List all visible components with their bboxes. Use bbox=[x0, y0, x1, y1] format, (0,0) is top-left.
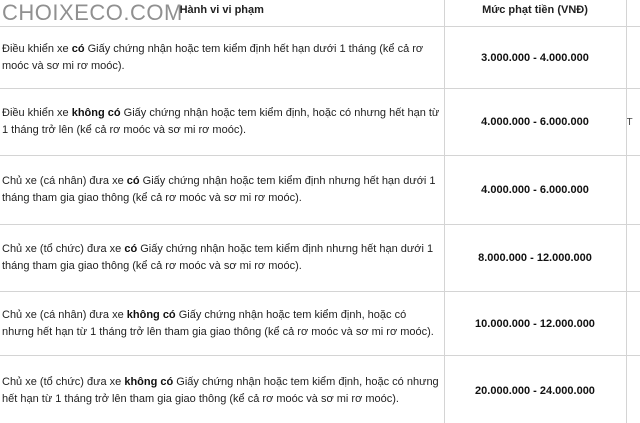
table-row bbox=[0, 156, 640, 225]
emphasis: có bbox=[71, 42, 85, 55]
fine-cell bbox=[444, 27, 626, 89]
violation-text: Chủ xe (cá nhân) đưa xe không có Giấy chứng nhận hoặc tem kiểm định, hoặc có nhưng hết hạn từ 1 tháng trở lên tham gia giao thông (kể cả rơ moóc và sơ mi rơ moóc). bbox=[2, 308, 434, 338]
violation-cell bbox=[0, 156, 444, 225]
violation-cell bbox=[0, 225, 444, 292]
watermark-logo: CHOIXECO.COM bbox=[2, 0, 183, 25]
emphasis: không có bbox=[124, 375, 174, 388]
header-fine: Mức phạt tiền (VNĐ) bbox=[444, 0, 626, 27]
fine-cell bbox=[444, 356, 626, 423]
header-violation: Hành vi vi phạm bbox=[0, 0, 444, 27]
violation-cell bbox=[0, 356, 444, 423]
emphasis: có bbox=[126, 175, 140, 187]
table-row bbox=[0, 292, 640, 356]
violation-text: Chủ xe (cá nhân) đưa xe có Giấy chứng nhận hoặc tem kiểm định nhưng hết hạn dưới 1 tháng tham gia giao thông (kể cả rơ moóc và sơ mi rơ moóc). bbox=[2, 175, 436, 204]
violation-text: Điều khiển xe không có Giấy chứng nhận hoặc tem kiểm định, hoặc có nhưng hết hạn từ 1 tháng trở lên (kể cả rơ moóc và sơ mi rơ moóc). bbox=[2, 107, 440, 136]
fine-amount: 4.000.000 - 6.000.000 bbox=[481, 184, 589, 196]
table-row bbox=[0, 356, 640, 423]
violation-text: Chủ xe (tổ chức) đưa xe không có Giấy chứng nhận hoặc tem kiểm định, hoặc có nhưng hết hạn từ 1 tháng trở lên tham gia giao thông (kể cả rơ moóc và sơ mi rơ moóc). bbox=[2, 375, 439, 405]
violation-cell bbox=[0, 89, 444, 156]
fine-cell bbox=[444, 156, 626, 225]
fine-amount: 10.000.000 - 12.000.000 bbox=[475, 317, 595, 330]
fine-cell bbox=[444, 292, 626, 356]
violation-cell bbox=[0, 292, 444, 356]
extra-cell bbox=[626, 356, 640, 423]
fine-amount: 20.000.000 - 24.000.000 bbox=[475, 384, 595, 397]
emphasis: không có bbox=[71, 107, 121, 119]
table-row bbox=[0, 89, 640, 156]
violation-text: Chủ xe (tổ chức) đưa xe có Giấy chứng nhận hoặc tem kiểm định nhưng hết hạn dưới 1 tháng tham gia giao thông (kể cả rơ moóc và sơ mi rơ moóc). bbox=[2, 243, 434, 272]
violation-text: Điều khiển xe có Giấy chứng nhận hoặc tem kiểm định hết hạn dưới 1 tháng (kể cả rơ moóc và sơ mi rơ moóc). bbox=[2, 42, 424, 72]
extra-cell bbox=[626, 292, 640, 356]
emphasis: có bbox=[124, 243, 138, 255]
table-row bbox=[0, 225, 640, 292]
extra-cell bbox=[626, 156, 640, 225]
fine-amount: 8.000.000 - 12.000.000 bbox=[478, 252, 592, 264]
fine-amount: 3.000.000 - 4.000.000 bbox=[481, 51, 589, 64]
violation-cell bbox=[0, 27, 444, 89]
fine-cell bbox=[444, 89, 626, 156]
extra-cell bbox=[626, 225, 640, 292]
emphasis: không có bbox=[126, 308, 176, 321]
fine-amount: 4.000.000 - 6.000.000 bbox=[481, 116, 589, 128]
header-extra bbox=[626, 0, 640, 27]
extra-cell bbox=[626, 27, 640, 89]
table-row bbox=[0, 27, 640, 89]
fine-cell bbox=[444, 225, 626, 292]
extra-cell: T bbox=[626, 89, 640, 156]
